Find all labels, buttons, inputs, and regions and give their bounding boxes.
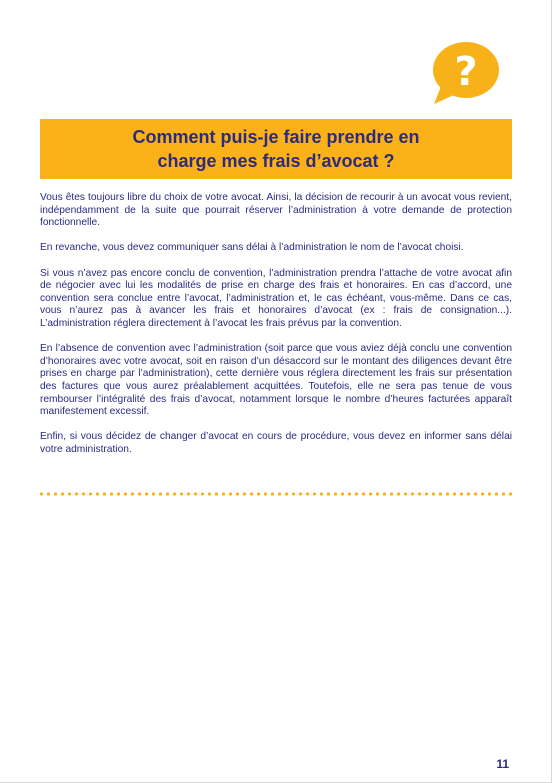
paragraph-no-convention-yet: Si vous n’avez pas encore conclu de convention, l’administration prendra l’attache de votre avocat afin de négocier avec lui les modalités de prise en charge des frais et honoraires. En cas d’accord, une convention sera conclue entre l’avocat, l’administration et, le cas échéant, vous-même. Dans ce cas, vous n’aurez pas à avancer les frais et honoraires d’avocat (ex : frais de consignation...). L’administration réglera directement à l’avocat les frais prévus par la convention. (40, 267, 512, 329)
svg-text:?: ? (454, 49, 478, 95)
title-band (40, 119, 512, 179)
page-number: 11 (496, 757, 509, 771)
paragraph-communicate-name: En revanche, vous devez communiquer sans délai à l’administration le nom de l’avocat choisi. (40, 242, 464, 254)
question-bubble-icon (428, 40, 500, 106)
page-title (132, 125, 419, 173)
title-line-1: Comment puis-je faire prendre en (132, 127, 420, 147)
paragraph-free-choice: Vous êtes toujours libre du choix de votre avocat. Ainsi, la décision de recourir à un avocat vous revient, indépendamment de la suite que pourrait réserver l’administration à votre demande de protection fonctionnelle. (40, 192, 512, 229)
paragraph-absence-of-convention: En l’absence de convention avec l’administration (soit parce que vous aviez déjà conclu une convention d’honoraires avec votre avocat, soit en raison d’un désaccord sur le montant des diligences devant être prises en charge par l’administration), cette dernière vous réglera directement les frais sur présentation des factures que vous aurez préalablement acquittées. Toutefois, elle ne sera pas tenue de vous rembourser l’intégralité des frais d’avocat, notamment lorsque le nombre d’heures facturées apparaît manifestement excessif. (40, 343, 512, 418)
body-text (40, 192, 512, 469)
dotted-divider (38, 492, 514, 496)
title-line-2: charge mes frais d’avocat ? (157, 151, 395, 171)
paragraph-change-lawyer: Enfin, si vous décidez de changer d’avocat en cours de procédure, vous devez en informer sans délai votre administration. (40, 431, 512, 455)
